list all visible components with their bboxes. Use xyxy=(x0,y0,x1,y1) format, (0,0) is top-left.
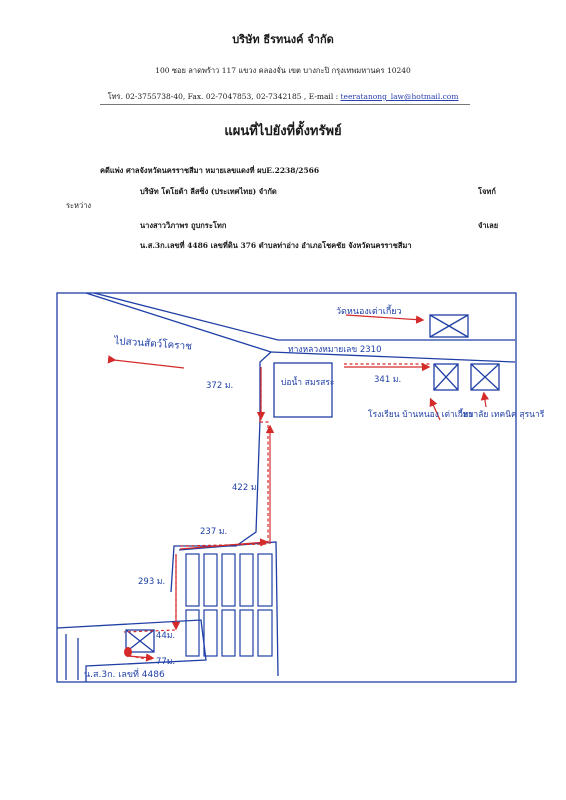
pond-label: บ่อน้ำ สมรสระ xyxy=(281,378,335,388)
property-marker-icon xyxy=(124,647,132,657)
company-contact xyxy=(0,91,566,103)
school-icon xyxy=(434,364,458,390)
company-name: บริษัท ธีรทนงค์ จำกัด xyxy=(232,33,334,46)
college-label: วิทยาลัย เทคนิค สุรนารี xyxy=(458,410,545,420)
deed-label: น.ส.3ก. เลขที่ 4486 xyxy=(84,670,165,680)
land-plots xyxy=(186,554,272,656)
temple-icon xyxy=(430,315,468,337)
location-map xyxy=(56,292,545,684)
school-label: โรงเรียน บ้านหนอง เต่าเกี้ยว xyxy=(368,410,473,420)
plaintiff-role: โจทก์ xyxy=(478,187,496,196)
distance-77: 77ม. xyxy=(156,657,176,667)
highway-label: ทางหลวงหมายเลข 2310 xyxy=(288,345,382,355)
pond-outline xyxy=(274,363,335,417)
document-title: แผนที่ไปยังที่ตั้งทรัพย์ xyxy=(224,124,342,139)
temple-label: วัดหนองเต่าเกี้ยว xyxy=(336,307,402,317)
distance-372: 372 ม. xyxy=(206,381,234,391)
defendant-name: นางสาววิภาพร ถูบกระโทก xyxy=(140,221,227,230)
contact-email: teeratanong_law@hotmail.com xyxy=(340,92,459,101)
distance-arrows xyxy=(114,315,486,658)
defendant-role: จำเลย xyxy=(478,221,499,230)
college-icon xyxy=(471,364,499,390)
distance-341: 341 ม. xyxy=(374,375,402,385)
case-line: คดีแพ่ง ศาลจังหวัดนครราชสีมา หมายเลขแดงที่ ผบE.2238/2566 xyxy=(100,166,320,175)
property-description: น.ส.3ก.เลขที่ 4486 เลขที่ดิน 376 ตำบลท่าอ่าง อำเภอโชคชัย จังหวัดนครราชสีมา xyxy=(140,241,412,250)
distance-44: 44ม. xyxy=(156,631,176,641)
distance-293: 293 ม. xyxy=(138,577,166,587)
to-korat-label: ไปสวนสัตว์โคราช xyxy=(113,336,193,353)
between-label: ระหว่าง xyxy=(66,201,92,210)
header-divider xyxy=(100,104,470,105)
plaintiff-name: บริษัท โตโยต้า ลีสซิ่ง (ประเทศไทย) จำกัด xyxy=(140,187,277,196)
distance-422: 422 ม. xyxy=(232,483,260,493)
distance-237: 237 ม. xyxy=(200,527,228,537)
road-lines xyxy=(57,293,515,682)
contact-phone-fax: โทร. 02-3755738-40, Fax. 02-7047853, 02-7342185 , E-mail : xyxy=(107,92,341,101)
company-address: 100 ซอย ลาดพร้าว 117 แขวง คลองจั่น เขต บางกะปิ กรุงเทพมหานคร 10240 xyxy=(155,66,411,75)
